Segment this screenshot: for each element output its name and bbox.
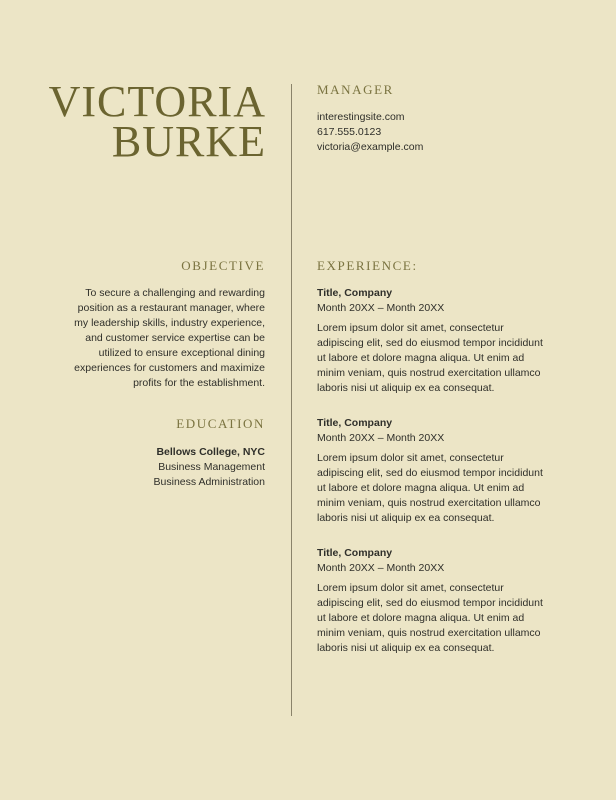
objective-line: utilized to ensure exceptional dining [98,347,265,359]
description-line: minim veniam, quis nostrud exercitation ullamco [317,367,541,379]
job-dates: Month 20XX – Month 20XX [317,302,445,314]
description-line: laboris nisi ut aliquip ex ea consequat. [317,382,495,394]
description-line: ut labore et dolore magna aliqua. Ut enim ad [317,482,525,494]
job-title-company: Title, Company [317,287,393,299]
school-name: Bellows College, NYC [156,446,265,458]
objective-line: position as a restaurant manager, where [77,302,265,314]
website-text: interestingsite.com [317,111,405,123]
job-dates: Month 20XX – Month 20XX [317,432,445,444]
job-title-company: Title, Company [317,417,393,429]
description-line: Lorem ipsum dolor sit amet, consectetur [317,582,504,594]
objective-line: my leadership skills, industry experience, [74,317,265,329]
degree-line: Business Administration [153,476,265,488]
first-name: VICTORIA [48,77,266,126]
job-entry [317,286,567,396]
experience-heading: EXPERIENCE: [317,258,418,273]
objective-heading: OBJECTIVE [181,258,265,273]
description-line: ut labore et dolore magna aliqua. Ut enim ad [317,352,525,364]
objective-line: experiences for customers and maximize [74,362,265,374]
experience-section [317,258,567,676]
objective-line: profits for the establishment. [133,377,265,389]
description-line: adipiscing elit, sed do eiusmod tempor incididunt [317,467,543,479]
description-line: adipiscing elit, sed do eiusmod tempor incididunt [317,337,543,349]
description-line: minim veniam, quis nostrud exercitation ullamco [317,497,541,509]
education-section [50,416,265,490]
description-line: laboris nisi ut aliquip ex ea consequat. [317,512,495,524]
job-description [317,451,567,526]
objective-section [50,258,265,391]
job-title-company: Title, Company [317,547,393,559]
job-title: MANAGER [317,82,394,97]
description-line: ut labore et dolore magna aliqua. Ut enim ad [317,612,525,624]
job-description [317,321,567,396]
candidate-name [48,77,266,166]
description-line: Lorem ipsum dolor sit amet, consectetur [317,322,504,334]
email-text: victoria@example.com [317,141,424,153]
description-line: Lorem ipsum dolor sit amet, consectetur [317,452,504,464]
objective-line: and customer service expertise can be [85,332,265,344]
objective-line: To secure a challenging and rewarding [85,287,265,299]
job-description [317,581,567,656]
job-dates: Month 20XX – Month 20XX [317,562,445,574]
column-divider [291,84,292,716]
education-heading: EDUCATION [176,416,265,431]
degree-line: Business Management [158,461,265,473]
job-entry [317,546,567,656]
description-line: adipiscing elit, sed do eiusmod tempor incididunt [317,597,543,609]
last-name: BURKE [111,117,266,166]
description-line: laboris nisi ut aliquip ex ea consequat. [317,642,495,654]
job-entry [317,416,567,526]
phone-text: 617.555.0123 [317,126,382,138]
description-line: minim veniam, quis nostrud exercitation ullamco [317,627,541,639]
contact-section [317,82,567,155]
objective-text [50,286,265,391]
